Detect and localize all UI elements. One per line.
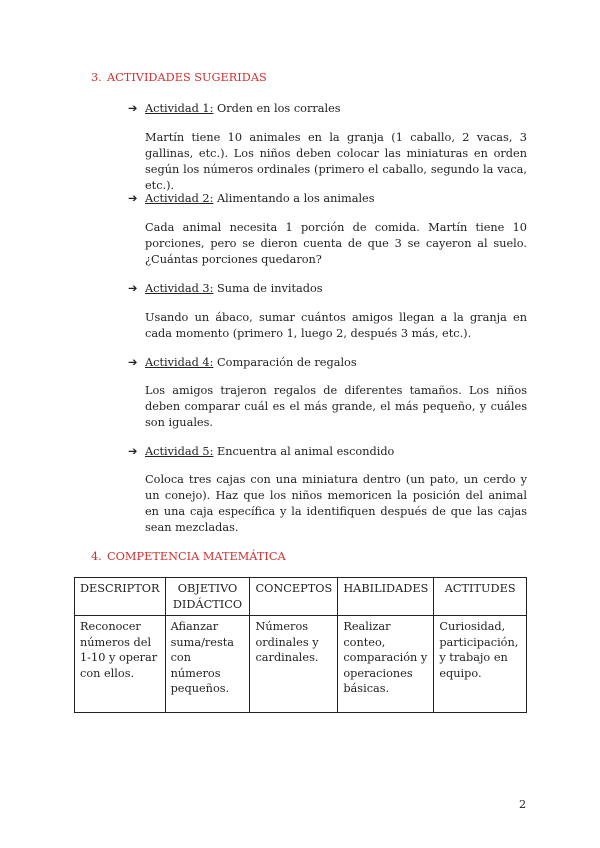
header-conceptos: CONCEPTOS [250, 578, 338, 616]
section-title-competence: 4. COMPETENCIA MATEMÁTICA [91, 550, 286, 563]
section-title-activities: 3. ACTIVIDADES SUGERIDAS [91, 71, 267, 84]
activity-5-heading [128, 444, 394, 460]
activity-5-body: Coloca tres cajas con una miniatura dentro (un pato, un cerdo y un conejo). Haz que los niños memoricen la posición del animal en una caja específica y la identifiquen después de que las cajas sean mezcladas. [145, 473, 527, 534]
arrow-right-icon: ➔ [128, 192, 138, 205]
cell-habilidades: Realizar conteo, comparación y operaciones básicas. [338, 616, 434, 713]
competence-table [74, 577, 527, 713]
activity-3-heading [128, 281, 323, 297]
activity-3-body: Usando un ábaco, sumar cuántos amigos llegan a la granja en cada momento (primero 1, luego 2, después 3 más, etc.). [145, 311, 527, 340]
table-row [75, 616, 527, 713]
activity-3-label: Actividad 3: [145, 282, 214, 295]
arrow-right-icon: ➔ [128, 445, 138, 458]
activity-5-title: Encuentra al animal escondido [217, 445, 395, 458]
activity-2-heading [128, 191, 375, 207]
activity-3-title: Suma de invitados [217, 282, 323, 295]
activity-4-body: Los amigos trajeron regalos de diferentes tamaños. Los niños deben comparar cuál es el más grande, el más pequeño, y cuáles son iguales. [145, 384, 527, 429]
page-number: 2 [519, 798, 527, 811]
cell-actitudes: Curiosidad, participación, y trabajo en equipo. [434, 616, 527, 713]
cell-descriptor: Reconocer números del 1-10 y operar con ellos. [75, 616, 166, 713]
activity-5-label: Actividad 5: [145, 445, 214, 458]
header-descriptor: DESCRIPTOR [75, 578, 166, 616]
arrow-right-icon: ➔ [128, 102, 138, 115]
activity-4-title: Comparación de regalos [217, 356, 357, 369]
arrow-right-icon: ➔ [128, 356, 138, 369]
activity-2-body: Cada animal necesita 1 porción de comida. Martín tiene 10 porciones, pero se dieron cuenta de que 3 se cayeron al suelo. ¿Cuántas porciones quedaron? [145, 221, 527, 266]
header-actitudes: ACTITUDES [434, 578, 527, 616]
activity-1-label: Actividad 1: [145, 102, 214, 115]
activity-1-body: Martín tiene 10 animales en la granja (1 caballo, 2 vacas, 3 gallinas, etc.). Los niños deben colocar las miniaturas en orden según los números ordinales (primero el caballo, segundo la vaca, etc.). [145, 131, 527, 192]
header-habilidades: HABILIDADES [338, 578, 434, 616]
activity-2-label: Actividad 2: [145, 192, 214, 205]
activity-4-heading [128, 355, 357, 371]
arrow-right-icon: ➔ [128, 282, 138, 295]
activity-1-heading [128, 101, 341, 117]
activity-2-title: Alimentando a los animales [217, 192, 375, 205]
activity-1-title: Orden en los corrales [217, 102, 341, 115]
cell-objetivo: Afianzar suma/resta con números pequeños. [165, 616, 250, 713]
activity-4-label: Actividad 4: [145, 356, 214, 369]
header-objetivo: OBJETIVO DIDÁCTICO [165, 578, 250, 616]
cell-conceptos: Números ordinales y cardinales. [250, 616, 338, 713]
table-header-row [75, 578, 527, 616]
